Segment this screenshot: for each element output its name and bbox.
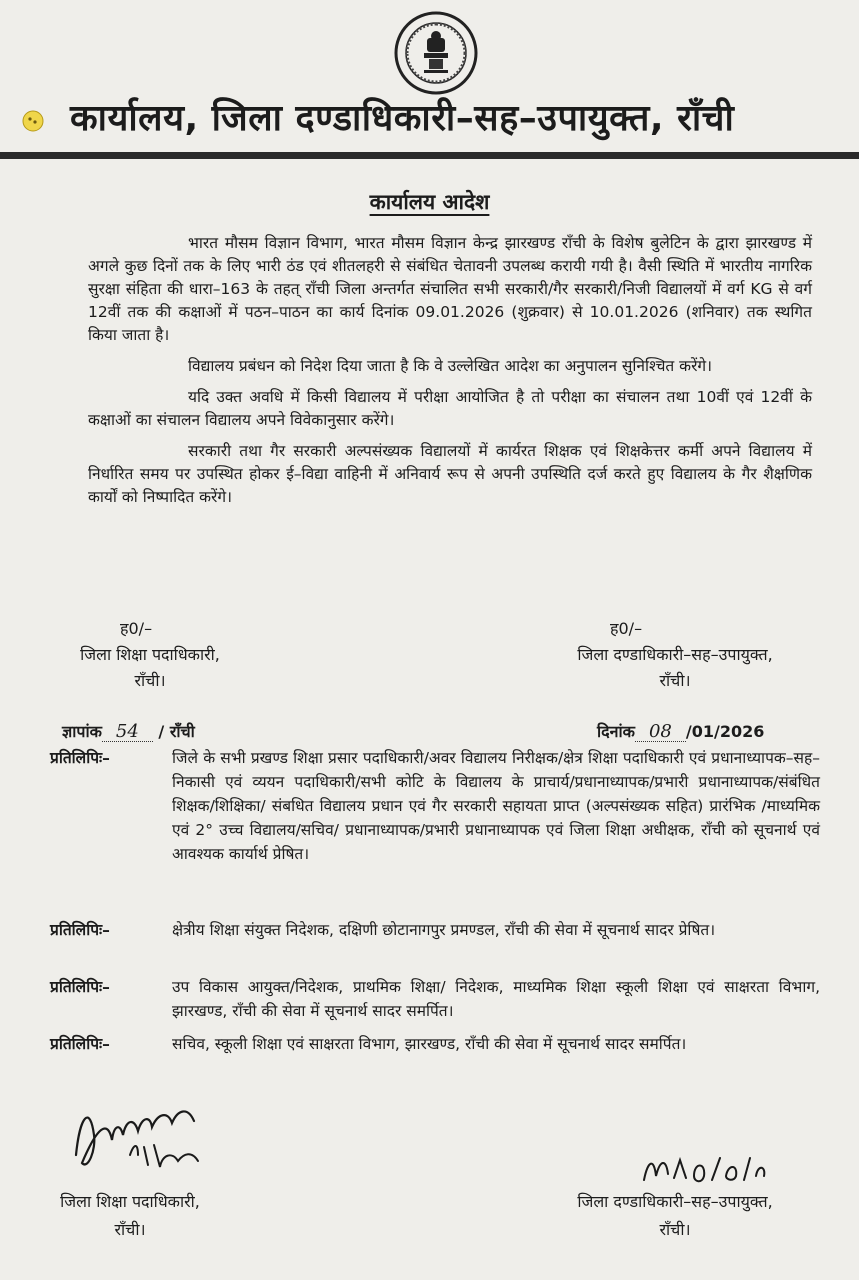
signatory-designation: जिला दण्डाधिकारी–सह–उपायुक्त, [577,645,773,664]
copy-text: जिले के सभी प्रखण्ड शिक्षा प्रसार पदाधिकारी/अवर विद्यालय निरीक्षक/क्षेत्र शिक्षा पदाधिकारी एवं प्रधानाध्यापक–सह–निकासी एवं व्ययन पदाधिकारी/सभी कोटि के विद्यालय के प्राचार्य/प्रधानाध्यापक/प्रभारी प्रधानाध्यापक/संबंधित शिक्षक/शिक्षिका/ संबधित विद्यालय प्रधान एवं गैर सरकारी सहायता प्राप्त (अल्पसंख्यक सहित) प्रारंभिक /माध्यमिक एवं 2° उच्च विद्यालय/सचिव/ प्रधानाध्यापक/प्रभारी प्रधानाध्यापक एवं जिला शिक्षा अधीक्षक, राँची को सूचनार्थ एवं आवश्यक कार्यार्थ प्रेषित। [172,749,820,863]
memo-date-day: 08 [635,723,686,742]
handwritten-initials-right [640,1150,770,1190]
margin-mark-icon [20,108,46,134]
signatory-place: राँची। [134,671,166,690]
government-seal-icon [393,10,479,96]
memo-date [597,720,764,742]
copy-text: उप विकास आयुक्त/निदेशक, प्राथमिक शिक्षा/ निदेशक, माध्यमिक शिक्षा स्कूली शिक्षा एवं साक्षरता विभाग, झारखण्ड, राँची की सेवा में सूचनार्थ सादर समर्पित। [172,978,820,1020]
handwritten-signature-left [68,1095,228,1185]
signatory-designation: जिला शिक्षा पदाधिकारी, [80,645,220,664]
office-heading: कार्यालय, जिला दण्डाधिकारी–सह–उपायुक्त, राँची [70,98,735,139]
memo-date-label: दिनांक [597,722,635,741]
copy-text: क्षेत्रीय शिक्षा संयुक्त निदेशक, दक्षिणी छोटानागपुर प्रमण्डल, राँची की सेवा में सूचनार्थ सादर प्रेषित। [172,921,716,939]
signatory-place: राँची। [114,1220,146,1239]
copy-entry [30,975,820,1023]
memo-number-value: 54 [102,723,153,742]
memo-number [62,720,195,742]
signatory-place: राँची। [659,671,691,690]
copy-entry [30,918,820,942]
signatory-designation: जिला शिक्षा पदाधिकारी, [60,1192,200,1211]
memo-number-label: ज्ञापांक [62,722,102,741]
signatory-designation: जिला दण्डाधिकारी–सह–उपायुक्त, [577,1192,773,1211]
copy-label: प्रतिलिपिः– [50,921,110,939]
memo-number-suffix: / राँची [158,722,195,741]
sd-mark: ह0/– [120,619,153,638]
signatory-dc-top [530,616,820,694]
copy-entry [30,746,820,866]
signatory-deo-top [40,616,260,694]
sd-mark: ह0/– [610,619,643,638]
copy-label: प्रतिलिपिः– [50,978,110,996]
order-title-text: कार्यालय आदेश [369,190,490,214]
order-body [88,232,812,517]
order-title [0,188,859,216]
copy-text: सचिव, स्कूली शिक्षा एवं साक्षरता विभाग, झारखण्ड, राँची की सेवा में सूचनार्थ सादर समर्पित। [172,1035,687,1053]
signatory-deo-bottom [20,1188,240,1244]
order-paragraph: भारत मौसम विज्ञान विभाग, भारत मौसम विज्ञान केन्द्र झारखण्ड राँची के विशेष बुलेटिन के द्वारा झारखण्ड में अगले कुछ दिनों तक के लिए भारी ठंड एवं शीतलहरी से संबंधित चेतावनी उपलब्ध करायी गयी है। वैसी स्थिति में भारतीय नागरिक सुरक्षा संहिता की धारा–163 के तहत् राँची जिला अन्तर्गत संचालित सभी सरकारी/गैर सरकारी/निजी विद्यालयों में वर्ग KG से वर्ग 12वीं तक की कक्षाओं में पठन–पाठन का कार्य दिनांक 09.01.2026 (शुक्रवार) से 10.01.2026 (शनिवार) तक स्थगित किया जाता है। [88,234,812,344]
copy-label: प्रतिलिपिः– [50,1035,110,1053]
copy-label: प्रतिलिपिः– [50,749,110,767]
header-rule [0,152,859,159]
signatory-place: राँची। [659,1220,691,1239]
order-paragraph: सरकारी तथा गैर सरकारी अल्पसंख्यक विद्यालयों में कार्यरत शिक्षक एवं शिक्षकेत्तर कर्मी अपने विद्यालय में निर्धारित समय पर उपस्थित होकर ई–विद्या वाहिनी में अनिवार्य रूप से अपनी उपस्थिति दर्ज करते हुए विद्यालय के गैर शैक्षणिक कार्यों को निष्पादित करेंगे। [88,442,812,506]
order-paragraph: विद्यालय प्रबंधन को निदेश दिया जाता है कि वे उल्लेखित आदेश का अनुपालन सुनिश्चित करेंगे। [188,357,713,375]
memo-date-suffix: /01/2026 [685,722,765,741]
copy-entry [30,1032,820,1056]
signatory-dc-bottom [530,1188,820,1244]
order-paragraph: यदि उक्त अवधि में किसी विद्यालय में परीक्षा आयोजित है तो परीक्षा का संचालन तथा 10वीं एवं 12वीं के कक्षाओं का संचालन विद्यालय अपने विवेकानुसार करेंगे। [88,388,812,429]
